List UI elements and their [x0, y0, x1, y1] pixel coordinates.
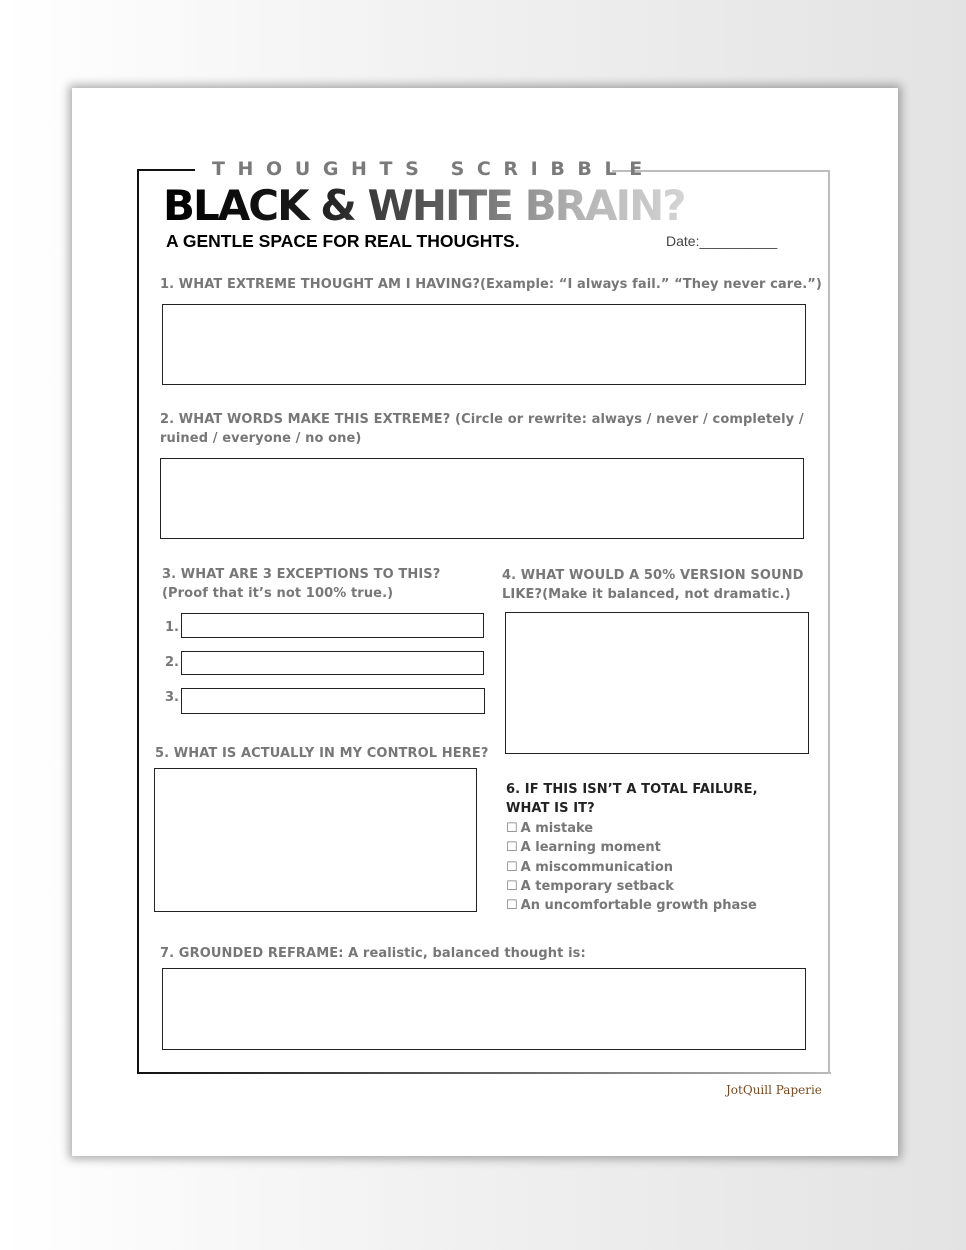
option-label: A learning moment [520, 840, 661, 856]
question-7-label: 7. GROUNDED REFRAME: A realistic, balanced thought is: [160, 946, 586, 961]
question-4-answer-box[interactable] [505, 612, 809, 754]
date-field[interactable]: Date:__________ [666, 233, 778, 249]
question-5-label: 5. WHAT IS ACTUALLY IN MY CONTROL HERE? [155, 746, 489, 761]
exception-number-2: 2. [165, 655, 179, 670]
question-1-label: 1. WHAT EXTREME THOUGHT AM I HAVING?(Example: “I always fail.” “They never care.”) [160, 277, 822, 292]
frame-bottom-border [137, 1072, 831, 1074]
checkbox-icon[interactable]: ☐ [506, 859, 518, 875]
kicker-heading: THOUGHTS SCRIBBLE [212, 158, 655, 180]
option-learning-moment[interactable] [506, 838, 757, 857]
checkbox-icon[interactable]: ☐ [506, 840, 518, 856]
exception-2-input[interactable] [181, 651, 484, 675]
option-label: A temporary setback [520, 878, 674, 894]
question-6-label-line1: 6. IF THIS ISN’T A TOTAL FAILURE, [506, 782, 758, 797]
checkbox-icon[interactable]: ☐ [506, 821, 518, 836]
question-1-answer-box[interactable] [162, 304, 806, 385]
question-2-label-line1: 2. WHAT WORDS MAKE THIS EXTREME? (Circle or rewrite: always / never / completely / [160, 412, 804, 427]
exception-number-3: 3. [165, 690, 179, 705]
exception-3-input[interactable] [181, 688, 485, 714]
question-3-label-line2: (Proof that it’s not 100% true.) [162, 586, 394, 601]
option-growth-phase[interactable] [506, 896, 757, 915]
option-label: A miscommunication [520, 859, 674, 875]
question-2-label-line2: ruined / everyone / no one) [160, 431, 362, 446]
exception-1-input[interactable] [181, 613, 484, 638]
question-2-answer-box[interactable] [160, 458, 804, 539]
checkbox-icon[interactable]: ☐ [506, 878, 518, 894]
option-label: A mistake [520, 821, 594, 836]
brand-signature: JotQuill Paperie [726, 1083, 822, 1097]
frame-right-border [828, 170, 830, 1074]
exception-number-1: 1. [165, 620, 179, 635]
question-4-label-line1: 4. WHAT WOULD A 50% VERSION SOUND [502, 568, 804, 583]
option-temporary-setback[interactable] [506, 877, 757, 896]
page-title: BLACK & WHITE BRAIN? [163, 181, 685, 230]
question-6-options [506, 819, 757, 915]
question-5-answer-box[interactable] [154, 768, 477, 912]
option-miscommunication[interactable] [506, 858, 757, 877]
frame-top-accent [137, 169, 195, 171]
option-mistake[interactable] [506, 819, 757, 838]
question-6-label-line2: WHAT IS IT? [506, 801, 595, 816]
question-3-label-line1: 3. WHAT ARE 3 EXCEPTIONS TO THIS? [162, 567, 441, 582]
checkbox-icon[interactable]: ☐ [506, 898, 518, 914]
frame-left-border [137, 169, 139, 1074]
page-subtitle: A GENTLE SPACE FOR REAL THOUGHTS. [166, 231, 520, 251]
question-4-label-line2: LIKE?(Make it balanced, not dramatic.) [502, 587, 791, 602]
question-7-answer-box[interactable] [162, 968, 806, 1050]
option-label: An uncomfortable growth phase [520, 898, 757, 914]
